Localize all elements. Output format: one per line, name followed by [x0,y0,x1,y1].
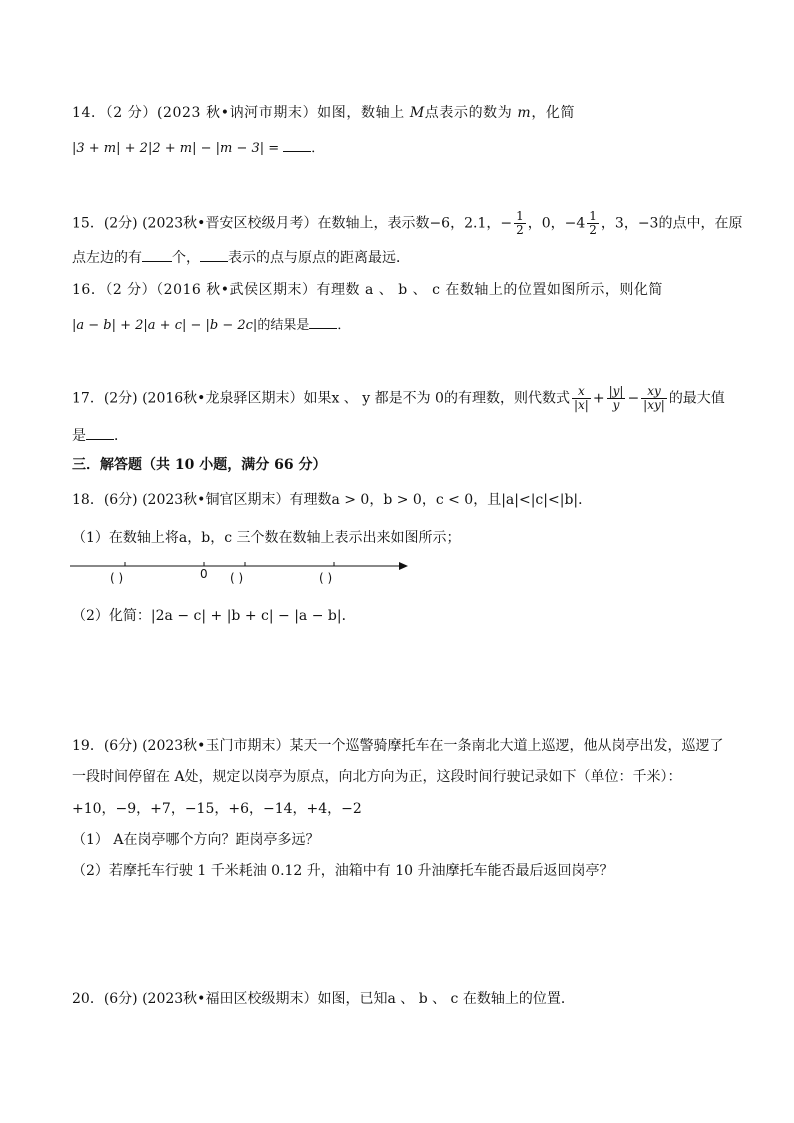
q14-mid: 点表示的数为 [424,105,518,121]
q18-part1: （1）在数轴上将a，b，c 三个数在数轴上表示出来如图所示； [72,530,461,546]
fraction-numerator: 1 [516,209,524,223]
q18-part2: （2）化简：|2a − c| + |b + c| − |a − b|． [72,608,356,624]
q15-fraction-mixed [587,210,599,237]
q18-number-line [70,556,415,592]
q16-line1: 16．（2 分）（2016 秋•武侯区期末）有理数 a 、 b 、 c 在数轴上的位置如图所示，则化简 [72,282,663,298]
q19-part1: （1） A在岗亭哪个方向？距岗亭多远？ [72,832,320,848]
q14-prefix: 14．（2 分）(2023 秋•讷河市期末）如图，数轴上 [72,105,410,121]
q14-suffix: ，化简 [531,105,576,121]
paren-blank-2: ( ) [230,571,244,585]
q15-line2-text-a: 点左边的有 [72,250,142,266]
fraction-denominator: 2 [589,223,597,237]
paren-blank-3: ( ) [319,571,333,585]
q14-tail: ． [311,141,325,156]
q14-expression: |3 + m| + 2|2 + m| − |m − 3| = [72,141,284,156]
q17-line1: 17．(2分) (2016秋•龙泉驿区期末）如果x 、 y 都是不为 0的有理数，则代数式 $\frac{x}{|x|}$ + $\frac{|y|}{y}$ − $\frac{xy}{|xy|}$ 的最大值 [72,384,725,412]
q15-answer-blank-2 [200,247,228,262]
fraction-numerator: |y| [608,384,624,398]
q17-suffix: 的最大值 [668,390,725,407]
fraction-numerator: 1 [589,209,597,223]
q14-line2 [72,137,324,159]
q16-line2 [72,314,350,336]
q19-line1: 19．(6分) (2023秋•玉门市期末）某天一个巡警骑摩托车在一条南北大道上巡逻，他从岗亭出发，巡逻了 [72,738,724,754]
q15-line1 [72,210,742,237]
section-heading: 三．解答题（共 10 小题，满分 66 分） [72,457,327,473]
q17-fraction-x [572,385,591,412]
q15-line2-text-b: 个， [172,250,200,266]
q17-prefix: 17．(2分) (2016秋•龙泉驿区期末）如果x 、 y 都是不为 0的有理数，则代数式 [72,390,570,407]
q17-line2 [72,425,128,446]
q17-fraction-xy [641,385,667,412]
q15-line2-text-c: 表示的点与原点的距离最远． [228,250,410,266]
q19-line3: +10，−9，+7，−15，+6，−14，+4，−2 [72,801,362,817]
fraction-denominator: y [612,398,620,412]
q20-line1: 20．(6分) (2023秋•福田区校级期末）如图，已知a 、 b 、 c 在数轴上的位置． [72,991,575,1007]
arrow-right-icon [399,562,408,570]
q15-fraction-half [514,210,526,237]
axis-zero-label: 0 [200,567,208,581]
q17-answer-blank [86,425,114,440]
q15-answer-blank-1 [142,247,172,262]
fraction-denominator: |xy| [643,398,665,412]
fraction-numerator: xy [641,385,667,399]
q18-line1: 18．(6分) (2023秋•铜官区期末）有理数a > 0，b > 0，c < 0，且|a|<|c|<|b|． [72,492,593,508]
q15-mid: ，0，−4 [527,215,586,232]
fraction-denominator: |x| [573,398,589,412]
q17-end: ． [114,428,128,444]
q14-point-label: M [409,105,425,121]
q16-answer-blank [309,314,337,329]
q19-part2: （2）若摩托车行驶 1 千米耗油 0.12 升，油箱中有 10 升油摩托车能否最后返回岗亭？ [72,863,614,879]
q17-fraction-y [607,385,626,412]
q15-prefix: 15．(2分) (2023秋•晋安区校级月考）在数轴上，表示数−6，2.1，− [72,215,513,232]
paren-blank-1: ( ) [110,571,124,585]
q16-expression: |a − b| + 2|a + c| − |b − 2c| [72,318,258,333]
q15-line2 [72,247,410,268]
q16-tail: 的结果是 [257,318,310,333]
q14-line1 [72,103,575,123]
fraction-numerator: x [572,385,591,399]
fraction-denominator: 2 [516,223,524,237]
q14-answer-blank [283,137,311,152]
q15-suffix: ，3，−3的点中，在原 [600,215,743,232]
q16-end: ． [337,318,351,333]
q14-variable: m [517,105,532,121]
q19-line2: 一段时间停留在 A处，规定以岗亭为原点，向北方向为正，这段时间行驶记录如下（单位：千米）： [72,769,682,785]
q17-line2-text: 是 [72,428,86,444]
